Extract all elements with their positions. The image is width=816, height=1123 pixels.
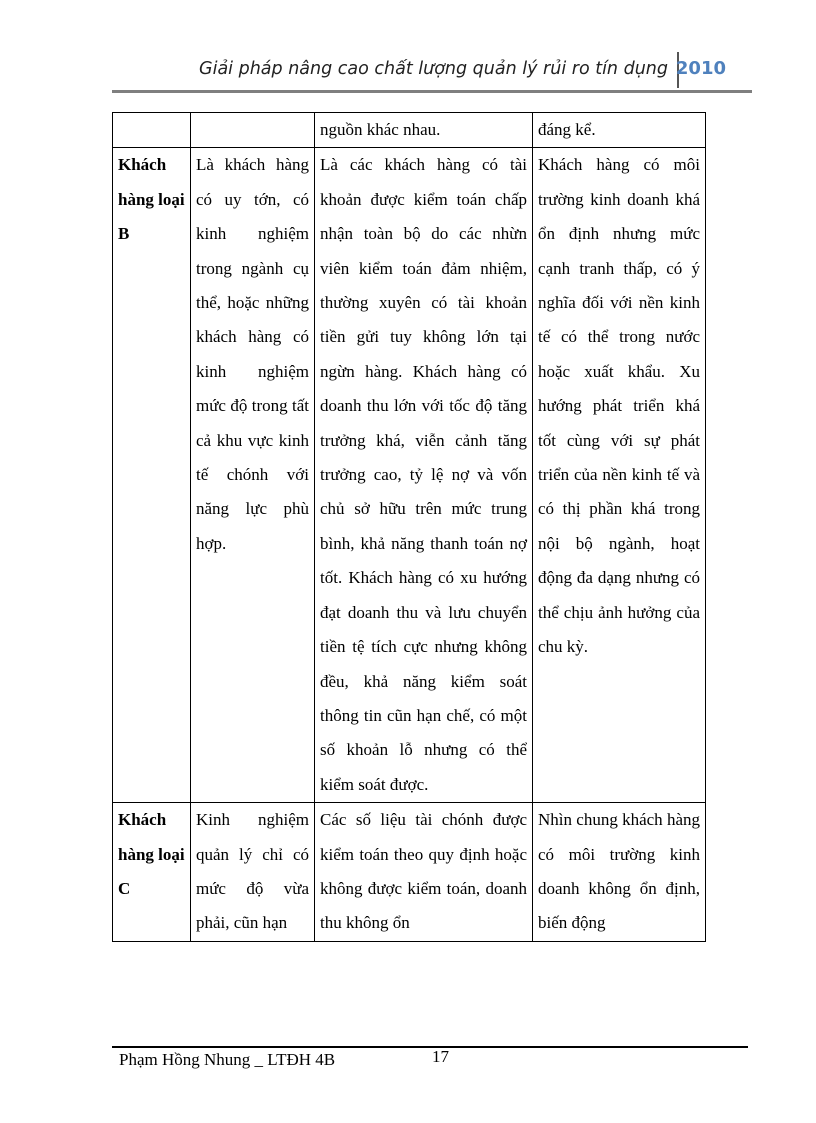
table-cell xyxy=(191,113,315,148)
customer-classification-table xyxy=(112,112,706,942)
header-title: Giải pháp nâng cao chất lượng quản lý rủi ro tín dụng xyxy=(199,59,668,79)
customer-category-name: Khách hàng loại C xyxy=(113,803,191,942)
table-cell: Là khách hàng có uy tớn, có kinh nghiệm trong ngành cụ thể, hoặc những khách hàng có kinh nghiệm mức độ trong tất cả khu vực kinh tế chónh với năng lực phù hợp. xyxy=(191,148,315,803)
table-cell: Kinh nghiệm quản lý chỉ có mức độ vừa phải, cũn hạn xyxy=(191,803,315,942)
page-number: 17 xyxy=(432,1047,449,1066)
table-row xyxy=(113,803,706,942)
table-cell: Nhìn chung khách hàng có môi trường kinh doanh không ổn định, biến động xyxy=(533,803,706,942)
table-cell: Các số liệu tài chónh được kiểm toán theo quy định hoặc không được kiểm toán, doanh thu không ổn xyxy=(315,803,533,942)
header-year: 2010 xyxy=(675,58,726,79)
footer-author: Phạm Hồng Nhung _ LTĐH 4B xyxy=(119,1050,336,1069)
table-cell xyxy=(113,113,191,148)
customer-category-name: Khách hàng loại B xyxy=(113,148,191,803)
table-cell: Khách hàng có môi trường kinh doanh khá ổn định nhưng mức cạnh tranh thấp, có ý nghĩa đối với nền kinh tế có thể trong nước hoặc xuất khẩu. Xu hướng phát triển khá tốt cùng với sự phát triển của nền kinh tế và có thị phần khá trong nội bộ ngành, hoạt động đa dạng nhưng có thể chịu ảnh hưởng của chu kỳ. xyxy=(533,148,706,803)
table-row xyxy=(113,148,706,803)
table-row xyxy=(113,113,706,148)
table-cell: đáng kể. xyxy=(533,113,706,148)
table-cell: nguồn khác nhau. xyxy=(315,113,533,148)
footer-rule xyxy=(112,1046,748,1048)
table-cell: Là các khách hàng có tài khoản được kiểm toán chấp nhận toàn bộ do các nhừn viên kiểm toán đảm nhiệm, thường xuyên có tài khoản tiền gửi tuy không lớn tại ngừn hàng. Khách hàng có doanh thu lớn với tốc độ tăng trưởng khá, viễn cảnh tăng trưởng cao, tỷ lệ nợ và vốn chủ sở hữu trên mức trung bình, khả năng thanh toán nợ tốt. Khách hàng có xu hướng đạt doanh thu và lưu chuyển tiền tệ tích cực nhưng không đều, khả năng kiểm soát thông tin cũn hạn chế, có một số khoản lỗ nhưng có thể kiểm soát được. xyxy=(315,148,533,803)
page-header xyxy=(112,52,752,93)
